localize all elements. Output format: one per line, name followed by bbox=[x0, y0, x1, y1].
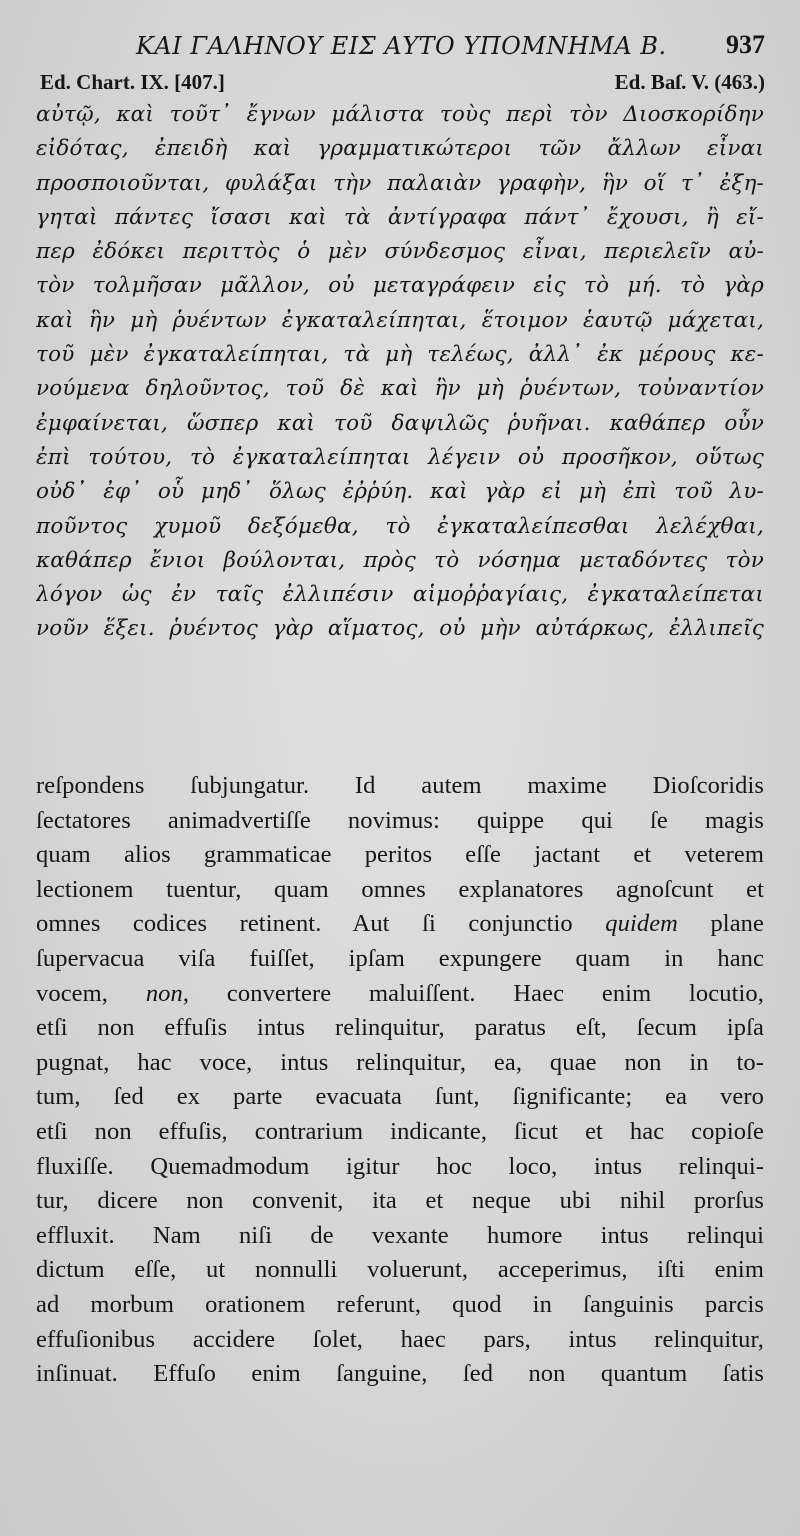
latin-line: ſectatores animadvertiſſe novimus: quippe qui ſe magis bbox=[36, 806, 764, 834]
greek-line: νοῦν ἕξει. ῥυέντος γὰρ αἵματος, οὐ μὴν αὐτάρκως, ἐλλιπεῖς bbox=[36, 616, 764, 642]
latin-line: effuſionibus accidere ſolet, haec pars, intus relinquitur, bbox=[36, 1325, 764, 1353]
running-head bbox=[40, 28, 765, 68]
latin-line: inſinuat. Effuſo enim ſanguine, ſed non quantum ſatis bbox=[36, 1360, 764, 1388]
running-title: ΚΑΙ ΓΑΛΗΝΟΥ ΕΙΣ ΑΥΤΟ ΥΠΟΜΝΗΜΑ Β. bbox=[136, 32, 667, 60]
latin-line: etſi non effuſis, contrarium indicante, ſicut et hac copioſe bbox=[36, 1117, 764, 1145]
greek-line: ποῦντος χυμοῦ δεξόμεθα, τὸ ἐγκαταλείπεσθαι λελέχθαι, bbox=[36, 513, 764, 539]
latin-line: reſpondens ſubjungatur. Id autem maxime Dioſcoridis bbox=[36, 772, 764, 799]
edition-reference-chartier: Ed. Chart. IX. [407.] bbox=[40, 70, 225, 94]
greek-line: ἐμφαίνεται, ὥσπερ καὶ τοῦ δαψιλῶς ῥυῆναι. καθάπερ οὖν bbox=[36, 410, 764, 436]
latin-line: pugnat, hac voce, intus relinquitur, ea, quae non in to- bbox=[36, 1048, 764, 1076]
latin-line: dictum eſſe, ut nonnulli voluerunt, acceperimus, iſti enim bbox=[36, 1256, 764, 1284]
greek-line: αὐτῷ, καὶ τοῦτ᾽ ἔγνων μάλιστα τοὺς περὶ τὸν Διοσκορίδην bbox=[36, 102, 764, 127]
latin-line: ad morbum orationem referunt, quod in ſanguinis parcis bbox=[36, 1290, 764, 1318]
latin-line: effluxit. Nam niſi de vexante humore intus relinqui bbox=[36, 1221, 764, 1249]
edition-reference-basel: Ed. Baſ. V. (463.) bbox=[614, 70, 765, 94]
greek-line: οὐδ᾽ ἐφ᾽ οὗ μηδ᾽ ὅλως ἐῤῥύη. καὶ γὰρ εἰ μὴ ἐπὶ τοῦ λυ- bbox=[36, 479, 764, 505]
greek-line: γηταὶ πάντες ἴσασι καὶ τὰ ἀντίγραφα πάντ᾽ ἔχουσι, ἢ εἴ- bbox=[36, 204, 764, 230]
edition-references bbox=[40, 70, 765, 98]
greek-line: τοῦ μὲν ἐγκαταλείπηται, τὰ μὴ τελέως, ἀλλ᾽ ἐκ μέρους κε- bbox=[36, 342, 764, 368]
latin-line: vocem, non, convertere maluiſſent. Haec enim locutio, bbox=[36, 979, 764, 1007]
page-number: 937 bbox=[726, 30, 765, 59]
greek-line: ἐπὶ τούτου, τὸ ἐγκαταλείπηται λέγειν οὐ προσῆκον, οὕτως bbox=[36, 444, 764, 470]
latin-line: tum, ſed ex parte evacuata ſunt, ſignificante; ea vero bbox=[36, 1083, 764, 1111]
latin-line: lectionem tuentur, quam omnes explanatores agnoſcunt et bbox=[36, 875, 764, 903]
latin-text-block bbox=[36, 769, 764, 1392]
latin-line: omnes codices retinent. Aut ſi conjunctio quidem plane bbox=[36, 910, 764, 938]
latin-line: tur, dicere non convenit, ita et neque ubi nihil prorſus bbox=[36, 1187, 764, 1215]
greek-text-block bbox=[36, 98, 764, 647]
latin-line: ſupervacua viſa fuiſſet, ipſam expungere quam in hanc bbox=[36, 944, 764, 972]
greek-line: εἰδότας, ἐπειδὴ καὶ γραμματικώτεροι τῶν ἄλλων εἶναι bbox=[36, 136, 764, 162]
greek-line: περ ἐδόκει περιττὸς ὁ μὲν σύνδεσμος εἶναι, περιελεῖν αὐ- bbox=[36, 239, 764, 265]
greek-line: καθάπερ ἔνιοι βούλονται, πρὸς τὸ νόσημα μεταδόντες τὸν bbox=[36, 547, 764, 573]
greek-line: τὸν τολμῆσαν μᾶλλον, οὐ μεταγράφειν εἰς τὸ μή. τὸ γὰρ bbox=[36, 273, 764, 299]
latin-line: quam alios grammaticae peritos eſſe jactant et veterem bbox=[36, 841, 764, 869]
latin-line: fluxiſſe. Quemadmodum igitur hoc loco, intus relinqui- bbox=[36, 1152, 764, 1180]
greek-line: λόγον ὡς ἐν ταῖς ἐλλιπέσιν αἱμοῤῥαγίαις, ἐγκαταλείπεται bbox=[36, 582, 764, 608]
greek-line: προσποιοῦνται, φυλάξαι τὴν παλαιὰν γραφὴν, ἣν οἵ τ᾽ ἐξη- bbox=[36, 170, 764, 196]
latin-line: etſi non effuſis intus relinquitur, paratus eſt, ſecum ipſa bbox=[36, 1014, 764, 1042]
greek-line: νούμενα δηλοῦντος, τοῦ δὲ καὶ ἣν μὴ ῥυέντων, τοὐναντίον bbox=[36, 376, 764, 402]
greek-line: καὶ ἣν μὴ ῥυέντων ἐγκαταλείπηται, ἕτοιμον ἑαυτῷ μάχεται, bbox=[36, 307, 764, 333]
